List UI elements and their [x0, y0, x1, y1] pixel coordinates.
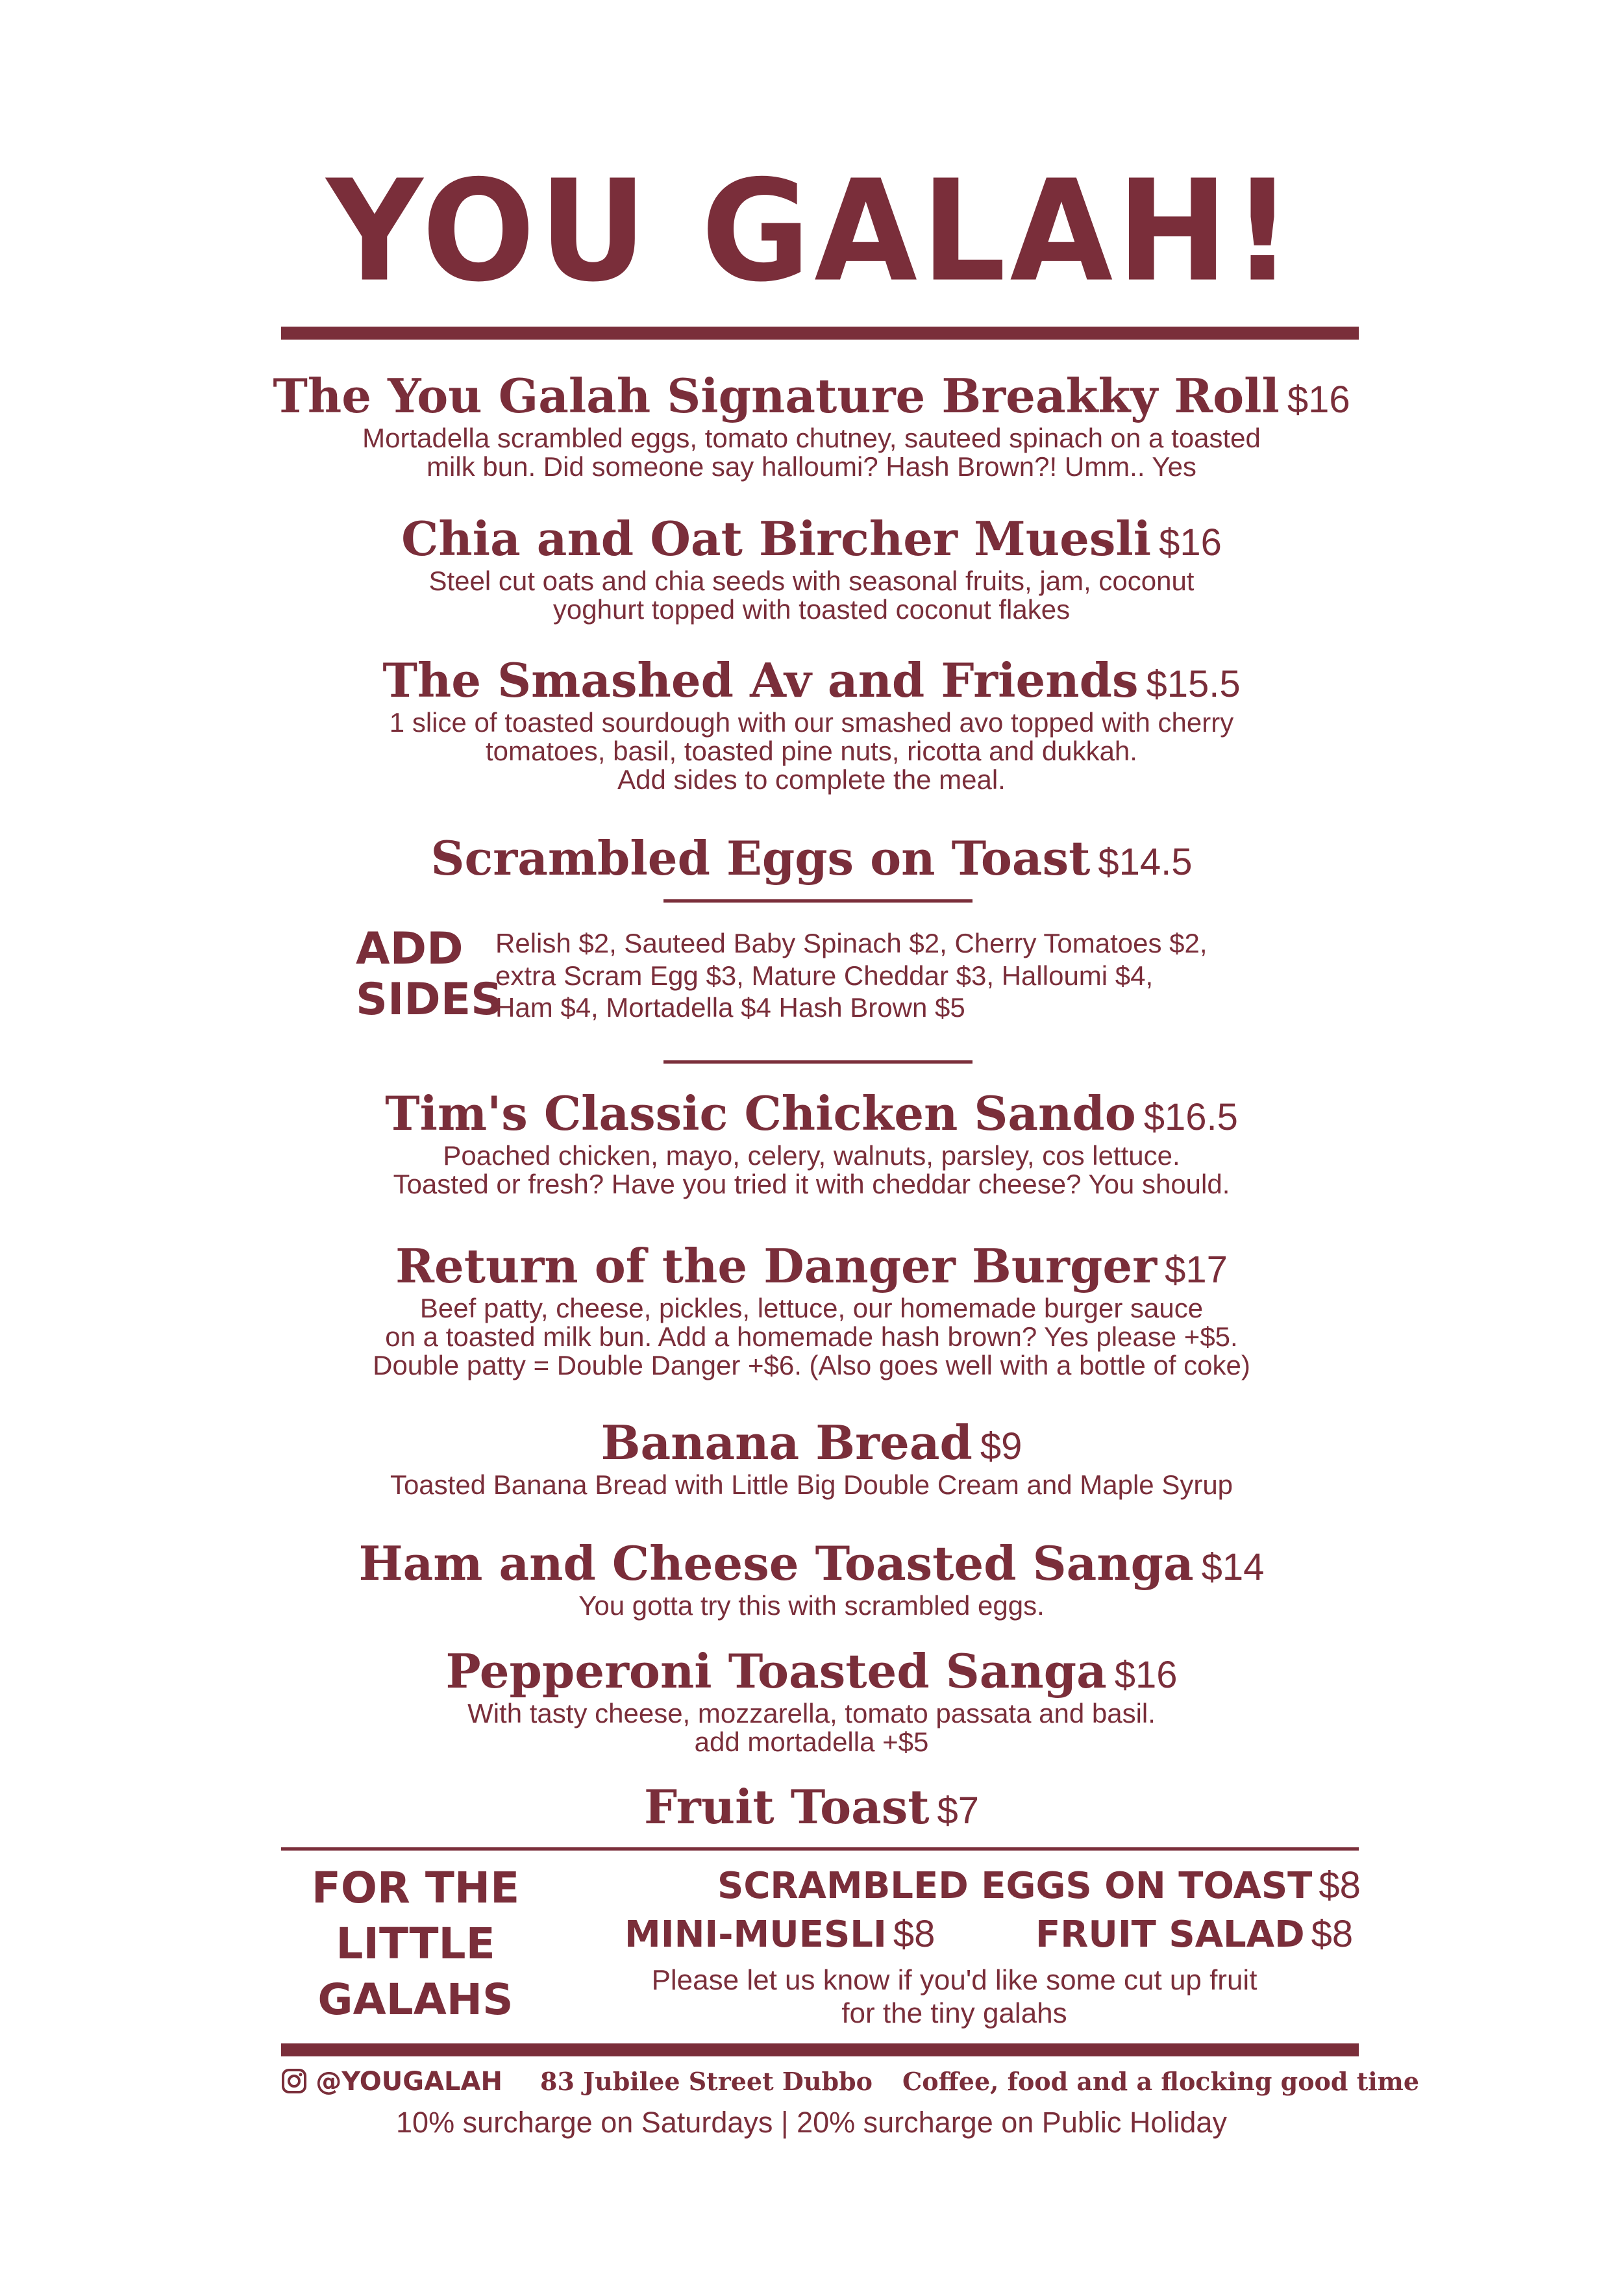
kids-item-price: $8	[1311, 1913, 1354, 1955]
menu-item-description: 1 slice of toasted sourdough with our smashed avo topped with cherry tomatoes, basil, toasted pine nuts, ricotta and dukkah. Add sides to complete the meal.	[389, 707, 1234, 795]
menu-item-price: $17	[1165, 1249, 1228, 1291]
kids-section-divider	[281, 1847, 1359, 1851]
menu-item-price: $16	[1287, 379, 1350, 421]
kids-menu-item	[1035, 1912, 1353, 1956]
menu-item-price: $16	[1159, 521, 1222, 564]
add-sides-label: ADD SIDES	[356, 923, 503, 1026]
tagline: Coffee, food and a flocking good time	[902, 2067, 1420, 2096]
kids-item-name: MINI-MUESLI	[625, 1914, 887, 1956]
add-sides-list: Relish $2, Sauteed Baby Spinach $2, Cherry Tomatoes $2, extra Scram Egg $3, Mature Cheddar $3, Halloumi $4, Ham $4, Mortadella $4 Hash Brown $5	[495, 928, 1208, 1023]
menu-item-title: The Smashed Av and Friends $15.5	[382, 653, 1241, 708]
instagram-icon	[281, 2068, 307, 2094]
kids-item-name: SCRAMBLED EGGS ON TOAST	[717, 1865, 1313, 1907]
kids-item-price: $8	[893, 1913, 935, 1955]
menu-item-price: $9	[980, 1425, 1022, 1467]
instagram-handle[interactable]	[281, 2067, 502, 2097]
menu-item	[0, 1240, 1623, 1380]
header-divider	[281, 327, 1359, 340]
menu-item-description: Poached chicken, mayo, celery, walnuts, parsley, cos lettuce. Toasted or fresh? Have you tried it with cheddar cheese? You should.	[393, 1140, 1230, 1200]
menu-item-description: Mortadella scrambled eggs, tomato chutney, sauteed spinach on a toasted milk bun. Did someone say halloumi? Hash Brown?! Umm.. Yes	[362, 423, 1261, 482]
brand-title: YOU GALAH!	[326, 151, 1297, 313]
menu-item-price: $14	[1201, 1546, 1265, 1588]
sides-bottom-divider	[663, 1060, 973, 1064]
menu-item-price: $14.5	[1098, 841, 1193, 883]
menu-item-title: Ham and Cheese Toasted Sanga $14	[358, 1536, 1265, 1591]
kids-item-price: $8	[1319, 1864, 1361, 1906]
address: 83 Jubilee Street Dubbo	[540, 2067, 873, 2096]
menu-item	[0, 1417, 1623, 1499]
kids-item-name: FRUIT SALAD	[1035, 1914, 1305, 1956]
kids-section-label: FOR THE LITTLE GALAHS	[311, 1863, 520, 2025]
menu-item	[0, 1538, 1623, 1620]
handle-text: @YOUGALAH	[316, 2067, 502, 2097]
menu-item	[0, 1088, 1623, 1199]
menu-item-description: Beef patty, cheese, pickles, lettuce, our homemade burger sauce on a toasted milk bun. Add a homemade hash brown? Yes please +$5. Double patty = Double Danger +$6. (Also goes well with a bottle of coke)	[373, 1293, 1250, 1381]
menu-item-title: Tim's Classic Chicken Sando $16.5	[385, 1086, 1238, 1141]
sides-top-divider	[663, 899, 973, 903]
menu-item-description: With tasty cheese, mozzarella, tomato passata and basil. add mortadella +$5	[467, 1698, 1156, 1758]
menu-item-title: Pepperoni Toasted Sanga $16	[445, 1643, 1178, 1699]
menu-item-title: Chia and Oat Bircher Muesli $16	[401, 511, 1222, 566]
menu-item-description: You gotta try this with scrambled eggs.	[578, 1590, 1045, 1621]
menu-item-title: Banana Bread $9	[601, 1415, 1022, 1470]
menu-item	[0, 513, 1623, 624]
menu-item	[0, 1645, 1623, 1756]
menu-item	[0, 832, 1623, 884]
menu-item	[0, 1781, 1623, 1832]
menu-item	[0, 655, 1623, 794]
menu-item-price: $16.5	[1143, 1096, 1238, 1138]
kids-note: Please let us know if you'd like some cut up fruit for the tiny galahs	[651, 1964, 1258, 2029]
menu-item-price: $7	[937, 1790, 980, 1832]
surcharge-notice: 10% surcharge on Saturdays | 20% surcharge on Public Holiday	[396, 2106, 1227, 2139]
menu-item-title: Scrambled Eggs on Toast $14.5	[430, 830, 1193, 886]
menu-item-description: Steel cut oats and chia seeds with seasonal fruits, jam, coconut yoghurt topped with toasted coconut flakes	[428, 566, 1195, 625]
menu-item-price: $16	[1114, 1654, 1178, 1696]
menu-item-title: Fruit Toast $7	[643, 1779, 980, 1834]
kids-menu-item	[625, 1912, 935, 1956]
menu-item-price: $15.5	[1146, 663, 1241, 705]
kids-menu-item	[717, 1864, 1361, 1907]
footer-divider	[281, 2043, 1359, 2056]
menu-item-title: Return of the Danger Burger $17	[395, 1238, 1228, 1293]
menu-item	[0, 370, 1623, 481]
menu-item-description: Toasted Banana Bread with Little Big Double Cream and Maple Syrup	[390, 1469, 1233, 1501]
menu-item-title: The You Galah Signature Breakky Roll $16	[273, 368, 1350, 423]
